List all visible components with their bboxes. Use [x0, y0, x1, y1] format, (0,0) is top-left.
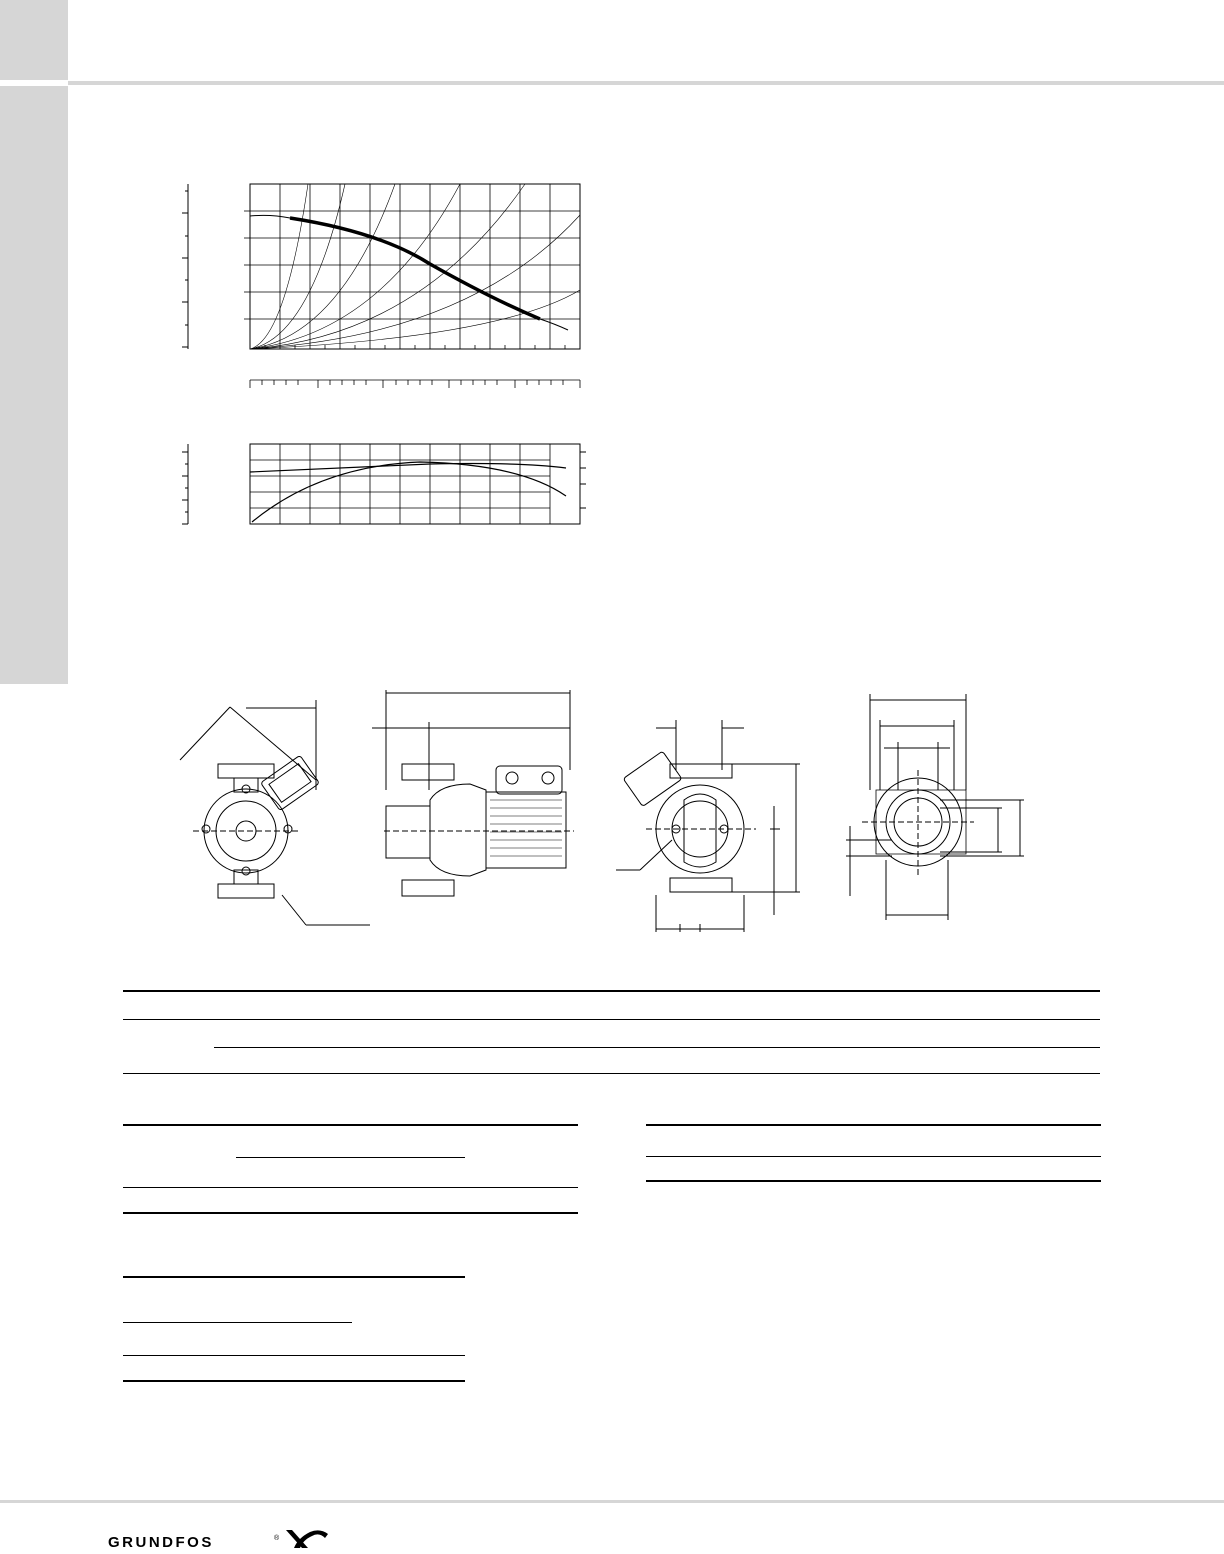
rear-view-drawing: [616, 720, 800, 932]
grundfos-logo: [108, 1518, 338, 1554]
power-efficiency-chart: [182, 444, 586, 524]
side-tab-section: [0, 86, 68, 684]
grundfos-x-logo-icon: [286, 1530, 328, 1548]
head-chart: [182, 184, 580, 349]
brand-name: GRUNDFOS: [108, 1534, 214, 1551]
performance-curves-figure: [170, 175, 600, 535]
side-tab-top: [0, 0, 68, 80]
footer-rule: [0, 1500, 1224, 1503]
header-rule: [68, 81, 1224, 85]
dimension-drawings: [170, 685, 1070, 940]
flow-scale: [250, 380, 580, 388]
flange-view-drawing: [846, 694, 1024, 920]
registered-mark: ®: [274, 1535, 280, 1542]
front-view-drawing: [180, 700, 370, 925]
side-view-drawing: [372, 690, 574, 896]
